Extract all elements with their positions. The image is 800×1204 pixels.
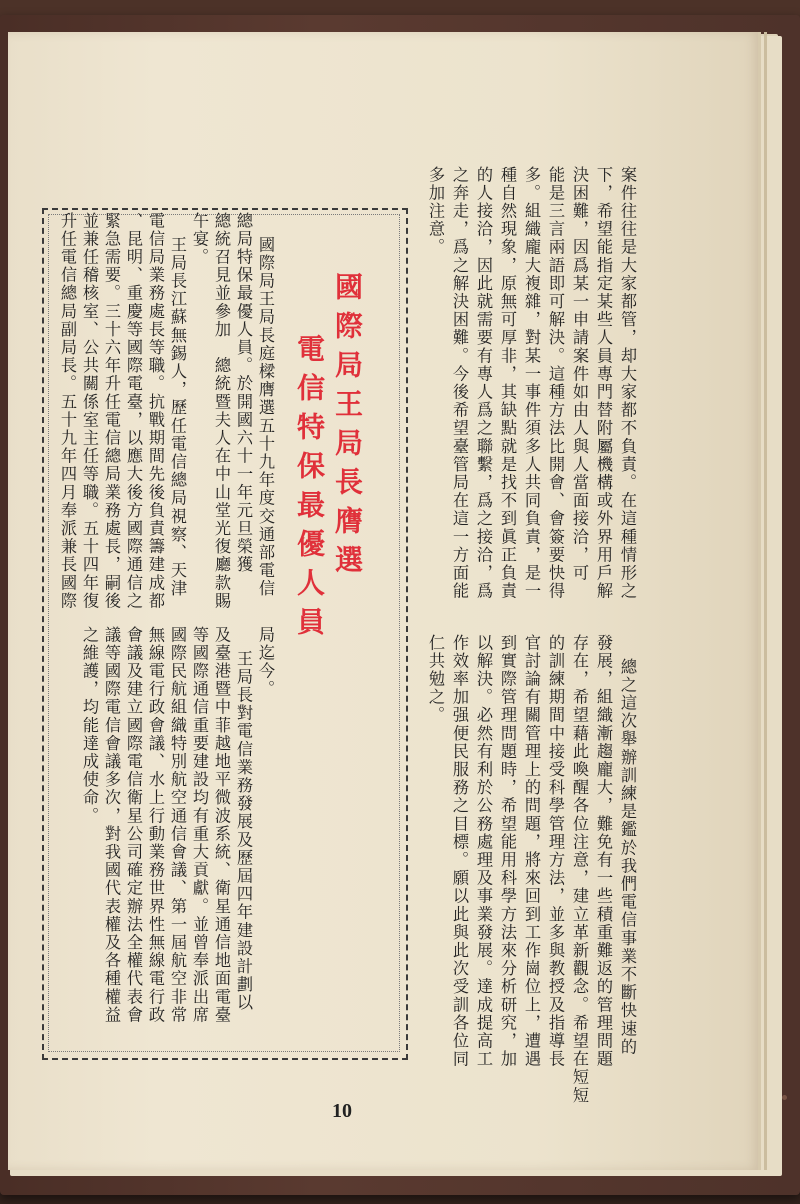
box-title-line-1: 國際局王局長膺選 [331, 272, 364, 584]
article-top-line: 案件往往是大家都管，却大家都不負責。在這種情形之 [618, 166, 637, 601]
article-bottom-line: 總之這次舉辦訓練是鑑於我們電信事業不斷快速的 [618, 658, 637, 1057]
box-upper-line: 、昆明、重慶等國際電臺，以應大後方國際通信之 [124, 212, 143, 611]
article-bottom-line: 以解決。必然有利於公務處理及事業發展。達成提高工 [474, 634, 493, 1069]
article-top-line: 之奔走，爲之解決困難。今後希望臺管局在這一方面能 [450, 166, 469, 601]
article-top-line: 多加注意。 [426, 166, 445, 257]
box-lower-line: 等國際通信重要建設均有重大貢獻。並曾奉派出席 [190, 626, 209, 1025]
article-bottom-line: 仁共勉之。 [426, 634, 445, 725]
box-upper-line: 午宴。 [190, 212, 209, 267]
box-lower-line: 王局長對電信業務發展及歷屆四年建設計劃以 [234, 650, 253, 1012]
box-lower-line: 會議及建立國際電信衛星公司確定辦法全權代表會 [124, 626, 143, 1025]
box-lower-line: 無線電行政會議、水上行動業務世界性無線電行政 [146, 626, 165, 1025]
box-upper-line: 緊急需要。三十六年升任電信總局業務處長，嗣後 [102, 212, 121, 611]
article-bottom-line: 作效率加强便民服務之目標。願以此與此次受訓各位同 [450, 634, 469, 1069]
box-lower-line: 之維護，均能達成使命。 [80, 626, 99, 826]
box-lower-line: 議等國際電信會議多次，對我國代表權及各種權益 [102, 626, 121, 1025]
box-upper-line: 總統召見並參加 總統暨夫人在中山堂光復廳款賜 [212, 212, 231, 611]
article-top-line: 的人接洽，因此就需要有專人爲之聯繫，爲之接洽，爲 [474, 166, 493, 601]
box-upper-line: 總局特保最優人員。於開國六十一年元旦榮獲 [234, 212, 253, 574]
article-bottom-line: 到實際管理問題時，希望能用科學方法來分析研究，加 [498, 634, 517, 1069]
page-edge [758, 32, 761, 1170]
box-upper-line: 王局長江蘇無錫人，歷任電信總局視察、天津 [168, 236, 187, 598]
page [8, 32, 760, 1170]
article-bottom-line: 官討論有關管理上的問題，將來回到工作崗位上，遭遇 [522, 634, 541, 1069]
box-lower-line: 國際民航組織特別航空通信會議、第一屆航空非常 [168, 626, 187, 1025]
page-edge [764, 32, 767, 1170]
article-bottom-line: 存在，希望藉此喚醒各位注意，建立革新觀念。希望在短短 [570, 634, 589, 1105]
article-top-line: 決困難，因爲某一申請案件如由人與人當面接洽，可 [570, 166, 589, 583]
box-upper-line: 並兼任稽核室、公共關係室主任等職。五十四年復 [80, 212, 99, 611]
box-title-line-2: 電信特保最優人員 [293, 334, 326, 646]
article-top-line: 下，希望能指定某些人員專門替附屬機構或外界用戶解 [594, 166, 613, 601]
article-bottom-line: 發展，組織漸趨龐大，難免有一些積重難返的管理問題 [594, 634, 613, 1069]
box-upper-line: 升任電信總局副局長。五十九年四月奉派兼長國際 [58, 212, 77, 611]
box-lower-line: 及臺港暨中菲越地平微波系統、衛星通信地面電臺 [212, 626, 231, 1025]
box-lower-line: 局迄今。 [256, 626, 275, 699]
article-bottom-line: 的訓練期間中接受科學管理方法，並多與教授及指導長 [546, 634, 565, 1069]
article-top-line: 能是三言兩語即可解決。這種方法比開會、會簽要快得 [546, 166, 565, 601]
page-number: 10 [332, 1100, 352, 1122]
box-upper-line: 國際局王局長庭樑膺選五十九年度交通部電信 [256, 236, 275, 598]
article-top-line: 種自然現象，原無可厚非，其缺點就是找不到眞正負責 [498, 166, 517, 601]
box-upper-line: 電信局業務處長等職。抗戰期間先後負責籌建成都 [146, 212, 165, 611]
article-top-line: 多。組織龐大複雜，對某一事件須多人共同負責，是一 [522, 166, 541, 601]
